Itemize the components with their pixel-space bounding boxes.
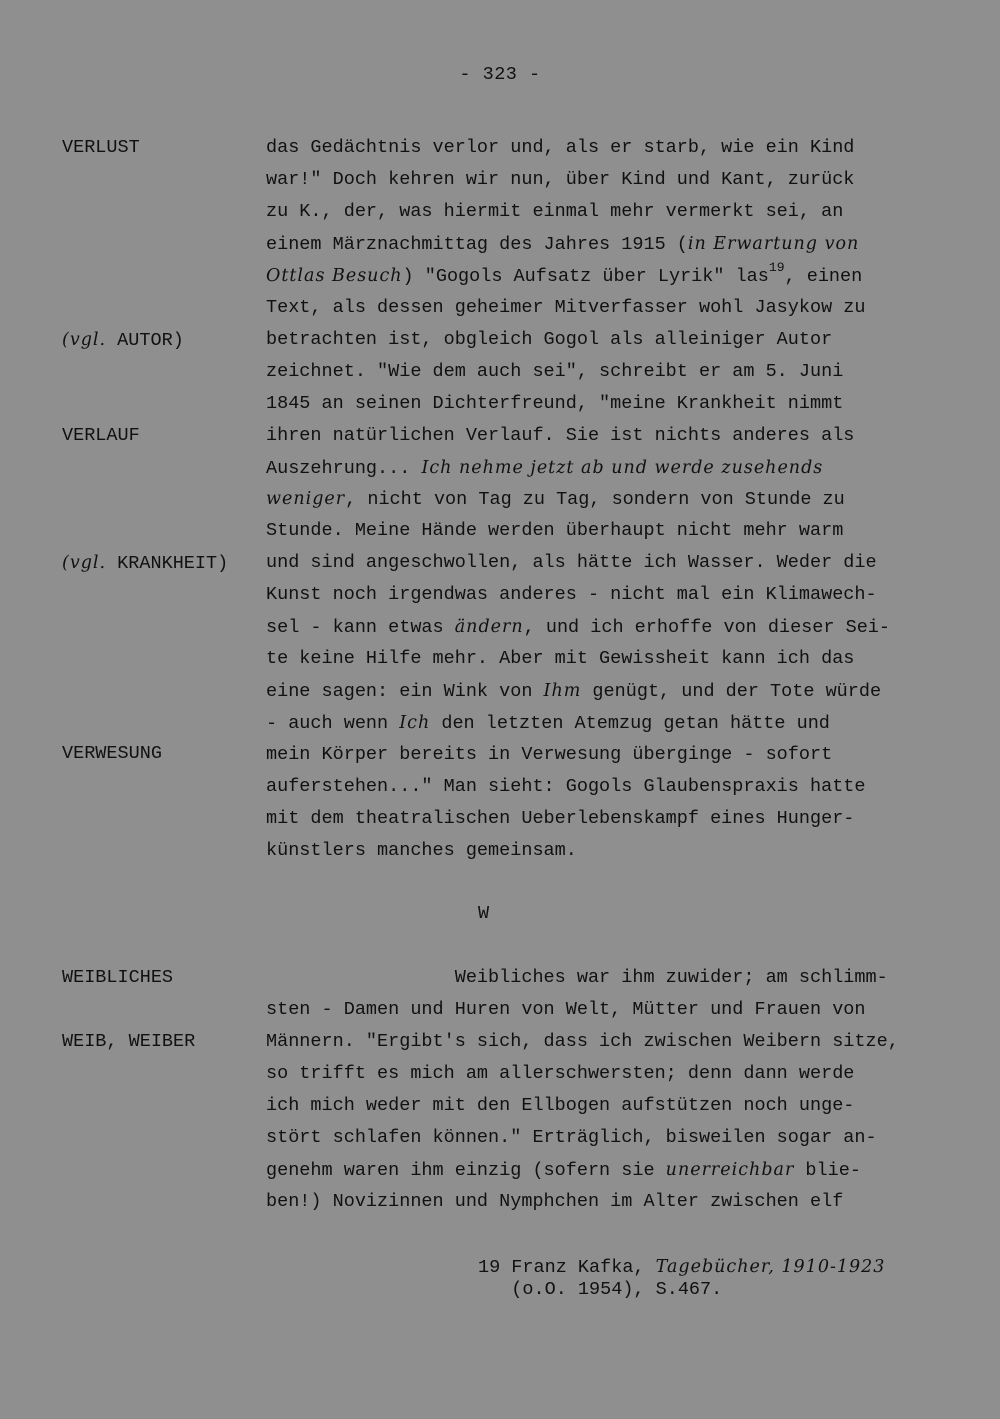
text-run: Männern. "Ergibt's sich, dass ich zwischen Weibern sitze, (266, 1031, 899, 1052)
italic-run: Ihm (543, 681, 582, 701)
footnote-ref: 19 (768, 260, 785, 275)
italic-run: unerreichbar (665, 1160, 795, 1180)
text-run: mein Körper bereits in Verwesung überginge - sofort (266, 744, 833, 765)
body-line (266, 583, 877, 607)
italic-run: Ottlas Besuch (266, 266, 403, 286)
margin-vgl-autor (62, 328, 184, 352)
section-line (266, 1190, 843, 1214)
margin-verlust (62, 136, 140, 160)
italic-run: Ich (399, 713, 431, 733)
section-line (266, 966, 888, 990)
text-run: ) "Gogols Aufsatz über Lyrik" las (402, 266, 769, 287)
body-line (266, 807, 854, 831)
text-run: auferstehen..." Man sieht: Gogols Glaubenspraxis hatte (266, 776, 866, 797)
section-line (266, 1158, 861, 1182)
body-line (266, 647, 854, 671)
text-run: und sind angeschwollen, als hätte ich Wasser. Weder die (266, 552, 877, 573)
body-line (266, 260, 863, 288)
text-run: - auch wenn (266, 713, 400, 734)
margin-weib-weiber (62, 1030, 195, 1054)
margin-label: AUTOR) (106, 330, 184, 351)
text-run: 19 Franz Kafka, (478, 1257, 656, 1278)
body-line (266, 424, 854, 448)
margin-label: KRANKHEIT) (106, 553, 229, 574)
section-letter: W (478, 903, 490, 924)
section-line (266, 998, 866, 1022)
section-line (266, 1126, 877, 1150)
body-line (266, 168, 854, 192)
italic-run: ändern (454, 617, 524, 637)
text-run: blie- (794, 1160, 861, 1181)
italic-run: in Erwartung von (687, 234, 860, 254)
text-run: ich mich weder mit den Ellbogen aufstützen noch unge- (266, 1095, 855, 1116)
page-number: - 323 - (459, 64, 541, 85)
margin-label: VERWESUNG (62, 743, 162, 764)
margin-verwesung (62, 742, 162, 766)
text-run: ihren natürlichen Verlauf. Sie ist nichts anderes als (266, 425, 855, 446)
text-run: das Gedächtnis verlor und, als er starb, wie ein Kind (266, 137, 855, 158)
text-run: Text, als dessen geheimer Mitverfasser wohl Jasykow zu (266, 297, 866, 318)
text-run: war!" Doch kehren wir nun, über Kind und Kant, zurück (266, 169, 855, 190)
body-line (266, 615, 890, 639)
text-run: (o.O. 1954), S.467. (478, 1279, 723, 1300)
text-run: mit dem theatralischen Ueberlebenskampf eines Hunger- (266, 808, 855, 829)
body-line (266, 679, 881, 703)
text-run: den letzten Atemzug getan hätte und (430, 713, 830, 734)
body-line (266, 487, 845, 511)
body-line (266, 136, 854, 160)
text-run: so trifft es mich am allerschwersten; denn dann werde (266, 1063, 855, 1084)
text-run: genügt, und der Tote würde (581, 681, 882, 702)
section-line (266, 1030, 899, 1054)
margin-vgl-krankheit (62, 551, 228, 575)
body-line (266, 360, 843, 384)
text-run: ben!) Novizinnen und Nymphchen im Alter zwischen elf (266, 1191, 844, 1212)
text-run: zeichnet. "Wie dem auch sei", schreibt er am 5. Juni (266, 361, 844, 382)
margin-label: VERLAUF (62, 425, 140, 446)
margin-label: WEIBLICHES (62, 967, 174, 988)
text-run: eine sagen: ein Wink von (266, 681, 544, 702)
body-line (266, 328, 832, 352)
text-run: sten - Damen und Huren von Welt, Mütter und Frauen von (266, 999, 866, 1020)
text-run: zu K., der, was hiermit einmal mehr vermerkt sei, an (266, 201, 844, 222)
margin-prefix: (vgl. (62, 330, 107, 350)
margin-weibliches (62, 966, 173, 990)
text-run: Kunst noch irgendwas anderes - nicht mal ein Klimawech- (266, 584, 877, 605)
text-run: te keine Hilfe mehr. Aber mit Gewissheit kann ich das (266, 648, 855, 669)
body-line (266, 200, 843, 224)
italic-run: Tagebücher, 1910-1923 (655, 1257, 886, 1277)
text-run: Weibliches war ihm zuwider; am schlimm- (266, 967, 888, 988)
text-run: genehm waren ihm einzig (sofern sie (266, 1160, 666, 1181)
body-line (266, 775, 866, 799)
body-line (266, 519, 843, 543)
text-run: einem Märznachmittag des Jahres 1915 ( (266, 234, 688, 255)
body-line (266, 296, 866, 320)
text-run: , einen (784, 266, 863, 287)
body-line (266, 232, 859, 256)
margin-prefix: (vgl. (62, 553, 107, 573)
text-run: betrachten ist, obgleich Gogol als alleiniger Autor (266, 329, 833, 350)
text-run: stört schlafen können." Erträglich, bisweilen sogar an- (266, 1127, 877, 1148)
text-run: künstlers manches gemeinsam. (266, 840, 577, 861)
margin-label: WEIB, WEIBER (62, 1031, 196, 1052)
body-line (266, 456, 823, 480)
body-line (266, 551, 877, 575)
body-line (266, 392, 843, 416)
footnote-line (478, 1256, 885, 1279)
italic-run: Ich nehme jetzt ab und werde zusehends (421, 458, 824, 478)
text-run: sel - kann etwas (266, 617, 455, 638)
section-line (266, 1062, 854, 1086)
body-line (266, 743, 832, 767)
section-line (266, 1094, 854, 1118)
text-run: Auszehrung... (266, 458, 422, 479)
margin-label: VERLUST (62, 137, 140, 158)
text-run: , und ich erhoffe von dieser Sei- (523, 617, 891, 638)
text-run: Stunde. Meine Hände werden überhaupt nicht mehr warm (266, 520, 844, 541)
body-line (266, 839, 577, 863)
body-line (266, 711, 830, 735)
margin-verlauf (62, 424, 140, 448)
italic-run: weniger (266, 489, 346, 509)
text-run: 1845 an seinen Dichterfreund, "meine Krankheit nimmt (266, 393, 844, 414)
footnote-line (478, 1279, 722, 1301)
text-run: , nicht von Tag zu Tag, sondern von Stunde zu (345, 489, 845, 510)
